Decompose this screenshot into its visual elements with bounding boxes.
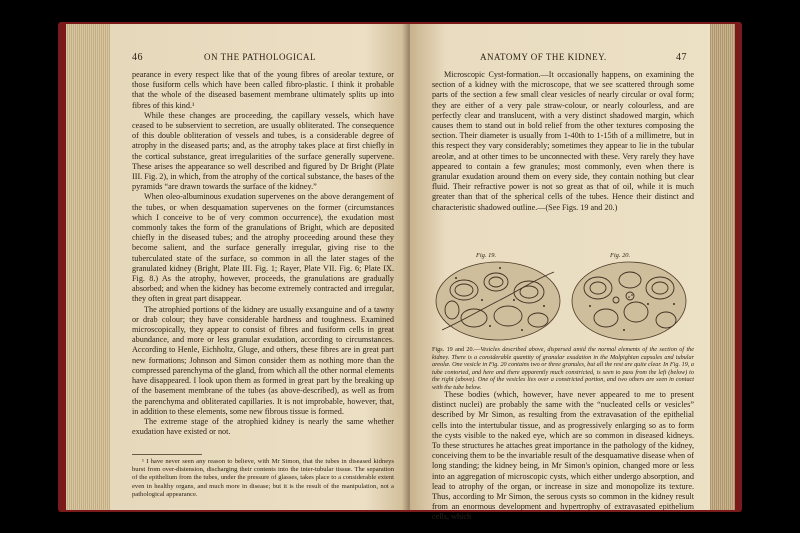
caption-title: Figs. 19 and 20.— — [432, 346, 481, 353]
right-page — [410, 24, 710, 522]
right-paragraph: Microscopic Cyst-formation.—It occasionally happens, on examining the section of a kidney with the microscope, that we see scattered through some parts of the section a few small clear vesicles of nearly circular or oval form; they are either of a very pale straw-colour, or nearly colourless, and are perfectly clear and translucent, with a very distinct shadowed margin, which causes them to stand out in bold relief from the other textures composing the section. Their diameter is usually from 1-40th to 1-15th of a millimetre, but in this respect they vary considerably; sometimes they appear to lie in the tubular areolæ, and at other times to be unconnected with these. Very rarely they have appeared to contain a few granules; most commonly, even when there is granular exudation around them on every side, they contain nothing but clear fluid. Their refractive power is not so great as that of oil, while it is much greater than that of the spherical cells of the tubes. Hence their distinct and characteristic shadowed outline.—(See Figs. 19 and 20.) — [432, 70, 694, 212]
fig19-label: Fig. 19. — [476, 252, 497, 259]
fig20-illustration — [570, 260, 688, 342]
footnote-rule — [132, 454, 202, 455]
left-running-header: ON THE PATHOLOGICAL — [204, 52, 317, 62]
right-running-header: ANATOMY OF THE KIDNEY. — [480, 52, 607, 62]
left-paragraph: The extreme stage of the atrophied kidney is nearly the same whether exudation have existed or not. — [132, 416, 394, 437]
left-paragraph: When oleo-albuminous exudation supervenes on the above derangement of the tubes, or when desquamation supervenes on the former (circumstances which I conceive to be of very common occurrence), the exudation most commonly takes the form of the granulations of Bright, which are deposited chiefly in the diseased tubes; and the atrophy proceeding around these they become salient, and the surface generally irregular, giving rise to the tuberculated state of the surface, so common in all the later stages of the granulated kidney (Bright, Plate III. Fig. 1; Rayer, Plate VII. Fig. 6; Plate IX. Fig. 8.) As the atrophy, however, proceeds, the granulations are gradually absorbed; and when the kidney has become extremely contracted and irregular, they often in great part disappear. — [132, 192, 394, 304]
right-body-text-top — [432, 70, 694, 213]
caption-text: Vesicles described above, dispersed amid the normal elements of the section of the kidney. There is a considerable quantity of granular exudation in the Malpighian capsules and tubular areolæ. One vesicle in Fig. 20 contains two or three granules, but all the rest are quite clear. In Fig. 19, a tube contorted, and here and there apparently much constricted, is seen to pass from the left (below) to the right (above). One of the vesicles lies over a constricted portion, and two others are seen in contact with the tube below. — [432, 346, 694, 391]
left-page — [110, 24, 410, 510]
left-body-text — [132, 70, 394, 437]
left-page-edges — [66, 24, 116, 510]
fig20-label: Fig. 20. — [610, 252, 631, 259]
right-paragraph: These bodies (which, however, have never appeared to me to present distinct nuclei) are probably the same with the “nucleated cells or vesicles” described by Mr Simon, as resulting from the extravasation of the epithelial cells into the intertubular tissue, and as progressively enlarging so as to form the cysts visible to the naked eye, which are so common in diseased kidneys. To these structures he attaches great importance in the pathology of the kidney, conceiving them to be the invariable result of the desquamative disease when of long standing; the kidney being, in Mr Simon's opinion, changed more or less into an aggregation of microscopic cysts, which either undergo absorption, and lead to atrophy of the organ, or increase in size and monopolize its texture. Thus, according to Mr Simon, the serous cysts so common in the kidney result from an enormous development and hypertrophy of extravasated epithelium cells, which — [432, 390, 694, 522]
figure-caption — [432, 346, 694, 392]
left-footnote — [132, 458, 394, 499]
left-paragraph: While these changes are proceeding, the capillary vessels, which have ceased to be subservient to secretion, are usually obliterated. The consequence of this double obliteration of vessels and tubes, is a considerable degree of atrophy in the diseased parts; and, as the atrophy takes place at first chiefly in the cortical substance, great irregularities of the surface generally supervene. These arises the appearance so well described and figured by Dr Bright (Plate III. Fig. 2), in which, from the atrophy of the cortical substance, the bases of the pyramids “are drawn towards the surface of the kidney.” — [132, 110, 394, 192]
footnote-text: ¹ I have never seen any reason to believe, with Mr Simon, that the tubes in diseased kidneys burst from over-distension, discharging their contents into the inter-tubular tissue. The separation of the epithelium from the tubes, under the pressure of glasses, takes place to a considerable extent even in healthy organs, and much more in disease; but it is the result of the manipulation, not a pathological appearance. — [132, 458, 394, 498]
left-paragraph: The atrophied portions of the kidney are usually exsanguine and of a tawny or drab colour; they have considerable hardness and toughness. Examined microscopically, they appear to consist of fibres and fusiform cells in great abundance, and more or less granular exudation, according to circumstances. According to Henle, Eichholtz, Gluge, and others, these fibres are in great part new formations; Johnson and Simon consider them as nothing more than the compressed parenchyma of the gland, from which all the other normal elements have disappeared. I look upon them as formed in great part by the breaking up of the basement membrane of the tubes (as above-described), as well as from the parenchyma and obliterated capillaries. It is not improbable, however, that, in addition to these elements, some new fibrous tissue is formed. — [132, 304, 394, 416]
right-page-number: 47 — [676, 52, 687, 63]
fig19-illustration — [434, 260, 562, 342]
left-page-number: 46 — [132, 52, 143, 63]
left-paragraph: pearance in every respect like that of the young fibres of areolar texture, or those fusiform cells which have been called fibro-plastic. I think it probable that the whole of the diseased basement membrane ultimately splits up into fibres of this kind.¹ — [132, 70, 394, 110]
right-body-text-bottom — [432, 390, 694, 523]
